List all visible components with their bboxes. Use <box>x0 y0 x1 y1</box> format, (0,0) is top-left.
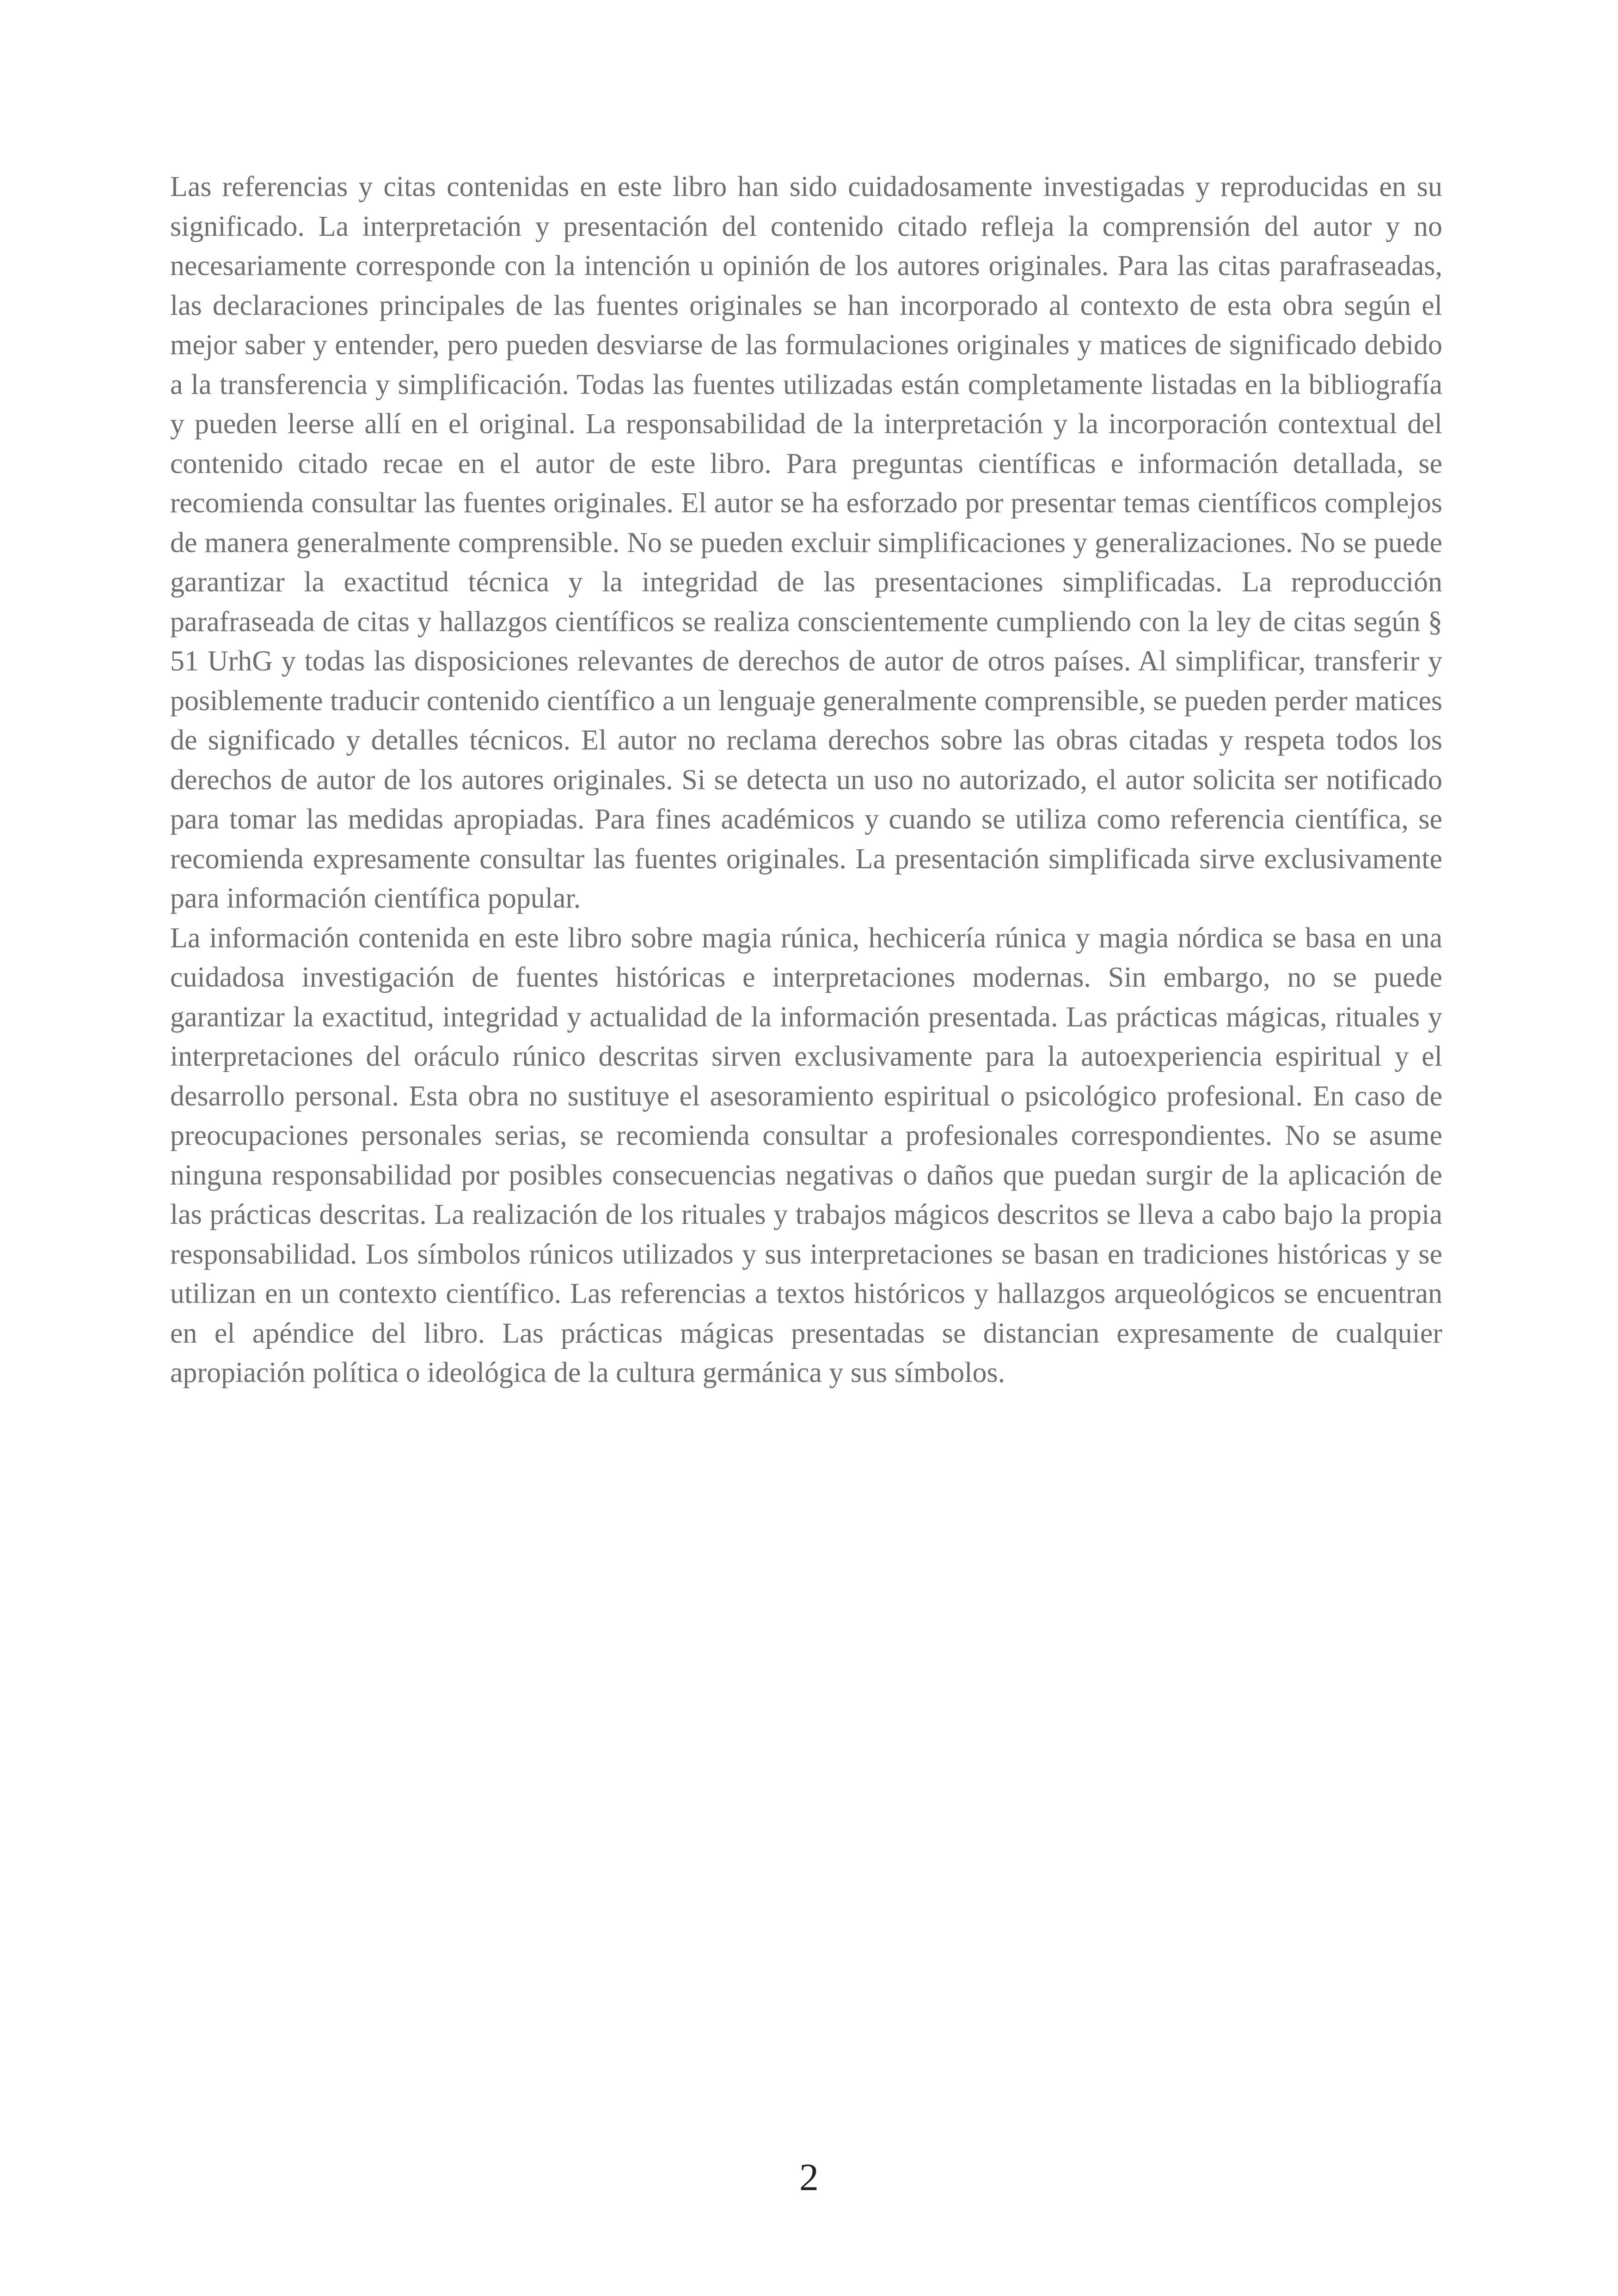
disclaimer-citations-paragraph: Las referencias y citas contenidas en este libro han sido cuidadosamente investigadas y reproducidas en su significado. La interpretación y presentación del contenido citado refleja la comprensión del autor y no necesariamente corresponde con la intención u opinión de los autores originales. Para las citas parafraseadas, las declaraciones principales de las fuentes originales se han incorporado al contexto de esta obra según el mejor saber y entender, pero pueden desviarse de las formulaciones originales y matices de significado debido a la transferencia y simplificación. Todas las fuentes utilizadas están completamente listadas en la bibliografía y pueden leerse allí en el original. La responsabilidad de la interpretación y la incorporación contextual del contenido citado recae en el autor de este libro. Para preguntas científicas e información detallada, se recomienda consultar las fuentes originales. El autor se ha esforzado por presentar temas científicos complejos de manera generalmente comprensible. No se pueden excluir simplificaciones y generalizaciones. No se puede garantizar la exactitud técnica y la integridad de las presentaciones simplificadas. La reproducción parafraseada de citas y hallazgos científicos se realiza conscientemente cumpliendo con la ley de citas según § 51 UrhG y todas las disposiciones relevantes de derechos de autor de otros países. Al simplificar, transferir y posiblemente traducir contenido científico a un lenguaje generalmente comprensible, se pueden perder matices de significado y detalles técnicos. El autor no reclama derechos sobre las obras citadas y respeta todos los derechos de autor de los autores originales. Si se detecta un uso no autorizado, el autor solicita ser notificado para tomar las medidas apropiadas. Para fines académicos y cuando se utiliza como referencia científica, se recomienda expresamente consultar las fuentes originales. La presentación simplificada sirve exclusivamente para información científica popular. <box>170 171 1442 914</box>
page-body <box>170 167 1442 1393</box>
page-number: 2 <box>799 2156 819 2199</box>
disclaimer-runic-magic-paragraph: La información contenida en este libro sobre magia rúnica, hechicería rúnica y magia nórdica se basa en una cuidadosa investigación de fuentes históricas e interpretaciones modernas. Sin embargo, no se puede garantizar la exactitud, integridad y actualidad de la información presentada. Las prácticas mágicas, rituales y interpretaciones del oráculo rúnico descritas sirven exclusivamente para la autoexperiencia espiritual y el desarrollo personal. Esta obra no sustituye el asesoramiento espiritual o psicológico profesional. En caso de preocupaciones personales serias, se recomienda consultar a profesionales correspondientes. No se asume ninguna responsabilidad por posibles consecuencias negativas o daños que puedan surgir de la aplicación de las prácticas descritas. La realización de los rituales y trabajos mágicos descritos se lleva a cabo bajo la propia responsabilidad. Los símbolos rúnicos utilizados y sus interpretaciones se basan en tradiciones históricas y se utilizan en un contexto científico. Las referencias a textos históricos y hallazgos arqueológicos se encuentran en el apéndice del libro. Las prácticas mágicas presentadas se distancian expresamente de cualquier apropiación política o ideológica de la cultura germánica y sus símbolos. <box>170 922 1442 1388</box>
